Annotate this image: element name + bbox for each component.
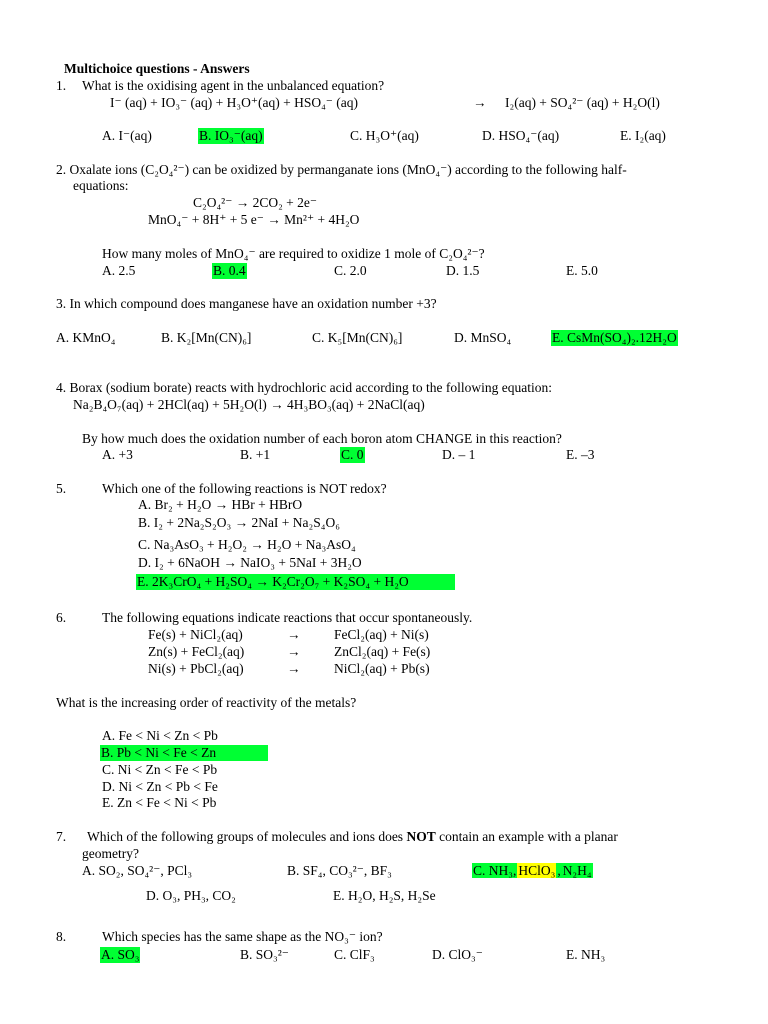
q1-equation-right: I₂(aq) + SO₄²⁻ (aq) + H₂O(l) (505, 95, 660, 110)
q4-option-e: E. –3 (566, 447, 595, 462)
q6-eq1-right: FeCl₂(aq) + Ni(s) (334, 627, 429, 642)
q8-option-b: B. SO₃²⁻ (240, 947, 289, 962)
q2-question: How many moles of MnO₄⁻ are required to oxidize 1 mole of C₂O₄²⁻? (102, 246, 485, 261)
q4-option-b: B. +1 (240, 447, 271, 462)
q3-question: 3. In which compound does manganese have an oxidation number +3? (56, 296, 437, 311)
q7-option-e: E. H₂O, H₂S, H₂Se (333, 888, 436, 903)
q5-option-d: D. I₂ + 6NaOH → NaIO₃ + 5NaI + 3H₂O (138, 555, 362, 570)
q5-question: Which one of the following reactions is NOT redox? (102, 481, 387, 496)
q6-eq3-arrow: → (287, 661, 301, 676)
q8-question: Which species has the same shape as the NO₃⁻ ion? (102, 929, 383, 944)
q4-question-line1: 4. Borax (sodium borate) reacts with hydrochloric acid according to the following equation: (56, 380, 552, 395)
q4-option-d: D. – 1 (442, 447, 476, 462)
q7-option-c-part1: C. NH₃, (473, 863, 517, 878)
q2-option-b-correct: B. 0.4 (213, 263, 246, 278)
q6-eq1-arrow: → (287, 627, 301, 642)
q1-number: 1. (56, 78, 67, 93)
q1-question: What is the oxidising agent in the unbalanced equation? (82, 78, 385, 93)
q6-eq3-right: NiCl₂(aq) + Pb(s) (334, 661, 430, 676)
q7-option-c-correct (472, 863, 593, 879)
q7-question-emphasis: NOT (406, 829, 436, 844)
q6-option-a: A. Fe < Ni < Zn < Pb (102, 728, 218, 743)
q4-option-c-correct: C. 0 (341, 447, 364, 462)
q7-number: 7. (56, 829, 67, 844)
q6-eq1-left: Fe(s) + NiCl₂(aq) (148, 627, 243, 642)
q3-option-a: A. KMnO₄ (56, 330, 116, 345)
q5-option-c: C. Na₃AsO₃ + H₂O₂ → H₂O + Na₃AsO₄ (138, 537, 356, 552)
q6-number: 6. (56, 610, 67, 625)
q7-option-a: A. SO₂, SO₄²⁻, PCl₃ (82, 863, 193, 878)
q1-option-c: C. H₃O⁺(aq) (350, 128, 419, 143)
q2-question-line2: equations: (73, 178, 129, 193)
q2-option-e: E. 5.0 (566, 263, 598, 278)
q6-eq2-left: Zn(s) + FeCl₂(aq) (148, 644, 245, 659)
q7-question-before: Which of the following groups of molecules and ions does (87, 829, 407, 844)
q6-option-e: E. Zn < Fe < Ni < Pb (102, 795, 217, 810)
q8-option-e: E. NH₃ (566, 947, 606, 962)
q6-option-c: C. Ni < Zn < Fe < Pb (102, 762, 218, 777)
q2-option-d: D. 1.5 (446, 263, 480, 278)
q2-question-line1: 2. Oxalate ions (C₂O₄²⁻) can be oxidized by permanganate ions (MnO₄⁻) according to the following half- (56, 162, 627, 177)
q3-option-d: D. MnSO₄ (454, 330, 512, 345)
q3-option-e-correct: E. CsMn(SO₄)₂.12H₂O (552, 330, 677, 345)
q3-option-b: B. K₂[Mn(CN)₆] (161, 330, 252, 345)
q8-option-c: C. ClF₃ (334, 947, 375, 962)
q3-option-c: C. K₅[Mn(CN)₆] (312, 330, 403, 345)
q2-half-equation-1: C₂O₄²⁻ → 2CO₂ + 2e⁻ (193, 195, 318, 210)
q5-number: 5. (56, 481, 67, 496)
q7-option-b: B. SF₄, CO₃²⁻, BF₃ (287, 863, 392, 878)
q6-question: What is the increasing order of reactivity of the metals? (56, 695, 357, 710)
q2-half-equation-2: MnO₄⁻ + 8H⁺ + 5 e⁻ → Mn²⁺ + 4H₂O (148, 212, 360, 227)
q6-eq2-right: ZnCl₂(aq) + Fe(s) (334, 644, 431, 659)
q4-equation: Na₂B₄O₇(aq) + 2HCl(aq) + 5H₂O(l) → 4H₃BO₃(aq) + 2NaCl(aq) (73, 397, 425, 412)
q2-option-a: A. 2.5 (102, 263, 136, 278)
q6-eq3-left: Ni(s) + PbCl₂(aq) (148, 661, 244, 676)
q4-question: By how much does the oxidation number of each boron atom CHANGE in this reaction? (82, 431, 562, 446)
q7-option-c-part3: N₂H₄ (562, 863, 592, 878)
q1-option-a: A. I⁻(aq) (102, 128, 152, 143)
q6-intro: The following equations indicate reactions that occur spontaneously. (102, 610, 473, 625)
q8-option-a-correct: A. SO₃ (101, 947, 140, 962)
q5-option-a: A. Br₂ + H₂O → HBr + HBrO (138, 497, 303, 512)
q7-option-c-comma: , (557, 863, 561, 878)
q5-option-b: B. I₂ + 2Na₂S₂O₃ → 2NaI + Na₂S₄O₆ (138, 515, 340, 530)
q7-question-after: contain an example with a planar (435, 829, 618, 844)
q4-option-a: A. +3 (102, 447, 133, 462)
q7-question (87, 829, 618, 845)
q7-option-c-part2: HClO₃ (518, 863, 556, 878)
page-title: Multichoice questions - Answers (64, 61, 250, 76)
q1-equation-left: I⁻ (aq) + IO₃⁻ (aq) + H₃O⁺(aq) + HSO₄⁻ (aq) (110, 95, 359, 110)
q6-option-d: D. Ni < Zn < Pb < Fe (102, 779, 218, 794)
q6-option-b-correct: B. Pb < Ni < Fe < Zn (100, 745, 268, 761)
q7-question-line2: geometry? (82, 846, 139, 861)
q6-eq2-arrow: → (287, 644, 301, 659)
q7-option-d: D. O₃, PH₃, CO₂ (146, 888, 236, 903)
q8-option-d: D. ClO₃⁻ (432, 947, 483, 962)
q1-equation-arrow: → (473, 95, 487, 110)
q5-option-e-correct: E. 2K₃CrO₄ + H₂SO₄ → K₂Cr₂O₇ + K₂SO₄ + H₂O (136, 574, 455, 590)
q2-option-c: C. 2.0 (334, 263, 367, 278)
q8-number: 8. (56, 929, 67, 944)
q1-option-b-correct: B. IO₃⁻(aq) (199, 128, 263, 143)
q1-option-e: E. I₂(aq) (620, 128, 666, 143)
q1-option-d: D. HSO₄⁻(aq) (482, 128, 560, 143)
